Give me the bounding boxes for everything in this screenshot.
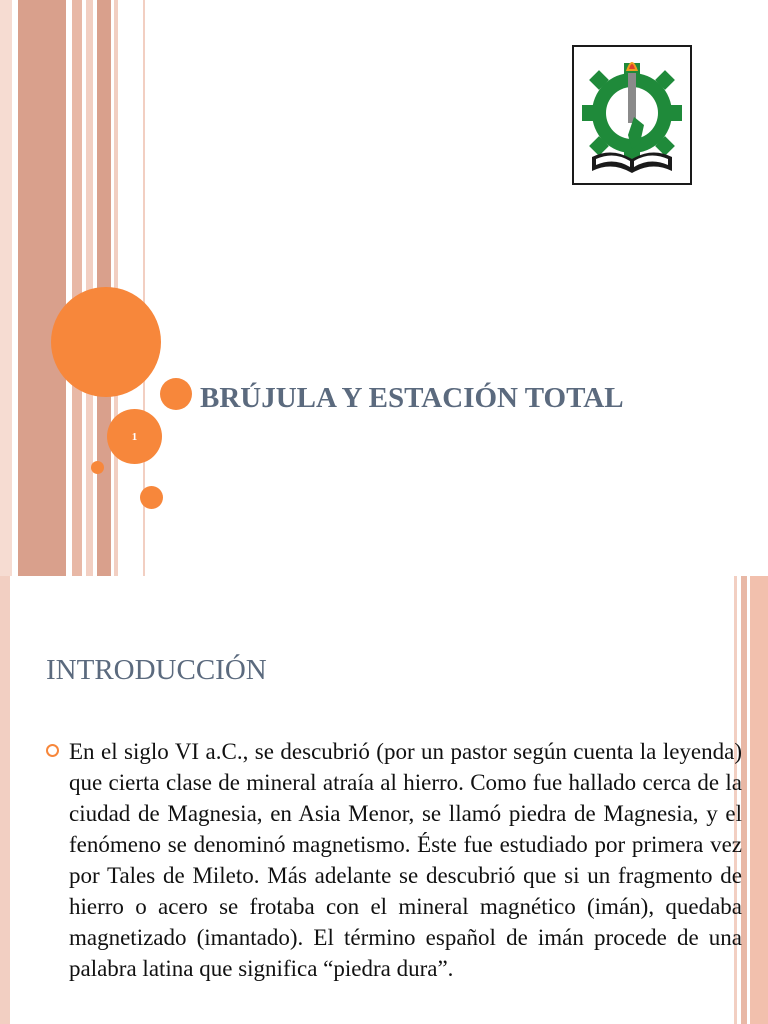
decorative-circle <box>140 486 163 509</box>
decorative-stripe <box>750 576 768 1024</box>
decorative-stripe <box>18 0 66 576</box>
section-heading: INTRODUCCIÓN <box>46 654 267 686</box>
bullet-circle-icon <box>46 744 59 757</box>
decorative-stripe <box>0 0 12 576</box>
decorative-circle <box>51 287 161 397</box>
school-logo <box>572 45 692 185</box>
decorative-circle <box>91 461 104 474</box>
decorative-stripe <box>72 0 82 576</box>
content-slide <box>0 576 768 1024</box>
decorative-circle <box>160 378 192 410</box>
bullet-text: En el siglo VI a.C., se descubrió (por un pastor según cuenta la leyenda) que cierta clase de mineral atraía al hierro. Como fue hallado cerca de la ciudad de Magnesia, en Asia Menor, se llamó piedra de Magnesia, y el fenómeno se denominó magnetismo. Éste fue estudiado por primera vez por Tales de Mileto. Más adelante se descubrió que si un fragmento de hierro o acero se frotaba con el mineral magnético (imán), quedaba magnetizado (imantado). El término español de imán procede de una palabra latina que significa “piedra dura”. <box>69 739 742 981</box>
slide-title: BRÚJULA Y ESTACIÓN TOTAL <box>200 382 624 414</box>
slide-number: 1 <box>131 430 138 443</box>
decorative-stripe <box>0 576 10 1024</box>
school-emblem-icon <box>574 47 690 183</box>
